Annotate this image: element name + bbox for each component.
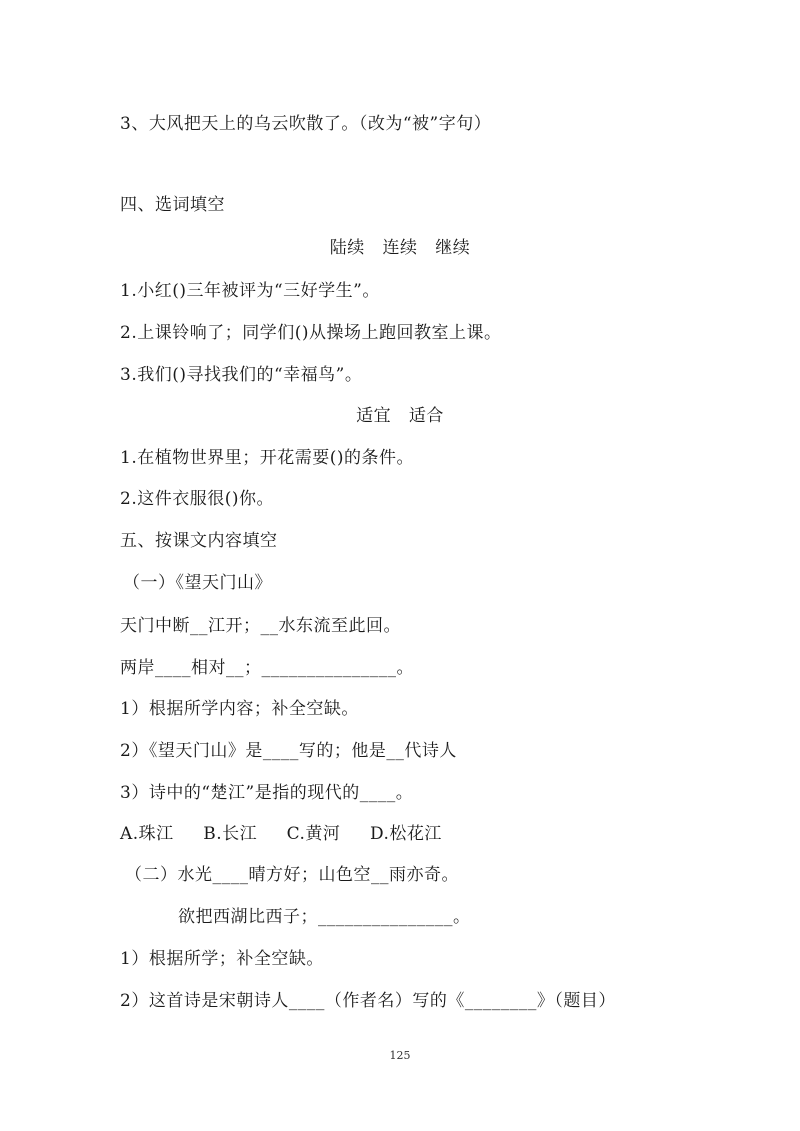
poem-2-question-2: 2）这首诗是宋朝诗人____（作者名）写的《________》（题目） [120, 991, 616, 1011]
poem-1-options: A.珠江 B.长江 C.黄河 D.松花江 [120, 824, 442, 844]
poem-1-line-2: 两岸____相对__；_______________。 [120, 658, 414, 678]
poem-1-line-1: 天门中断__江开；__水东流至此回。 [120, 616, 401, 636]
section-5-heading: 五、按课文内容填空 [120, 531, 278, 551]
question-3: 3、大风把天上的乌云吹散了。（改为“被”字句） [120, 114, 492, 134]
fill-item-3: 3.我们()寻找我们的“幸福鸟”。 [120, 365, 363, 385]
word-choices-1: 陆续 连续 继续 [329, 238, 471, 258]
fill-item-1: 1.小红()三年被评为“三好学生”。 [120, 281, 380, 301]
fill-item-5: 2.这件衣服很()你。 [120, 489, 274, 509]
fill-item-2: 2.上课铃响了；同学们()从操场上跑回教室上课。 [120, 323, 502, 343]
poem-1-question-1: 1）根据所学内容；补全空缺。 [120, 699, 359, 719]
poem-1-question-2: 2）《望天门山》是____写的；他是__代诗人 [120, 741, 457, 761]
poem-1-question-3: 3）诗中的“楚江”是指的现代的____。 [120, 783, 414, 803]
word-choices-2: 适宜 适合 [356, 406, 444, 426]
fill-item-4: 1.在植物世界里；开花需要()的条件。 [120, 448, 414, 468]
section-4-heading: 四、选词填空 [120, 195, 225, 215]
poem-1-title: （一）《望天门山》 [123, 573, 272, 593]
poem-2-question-1: 1）根据所学；补全空缺。 [120, 949, 324, 969]
poem-2-line-2: 欲把西湖比西子；_______________。 [178, 907, 471, 927]
poem-2-line-1: （二）水光____晴方好；山色空__雨亦奇。 [125, 865, 459, 885]
page-number: 125 [389, 1049, 411, 1062]
